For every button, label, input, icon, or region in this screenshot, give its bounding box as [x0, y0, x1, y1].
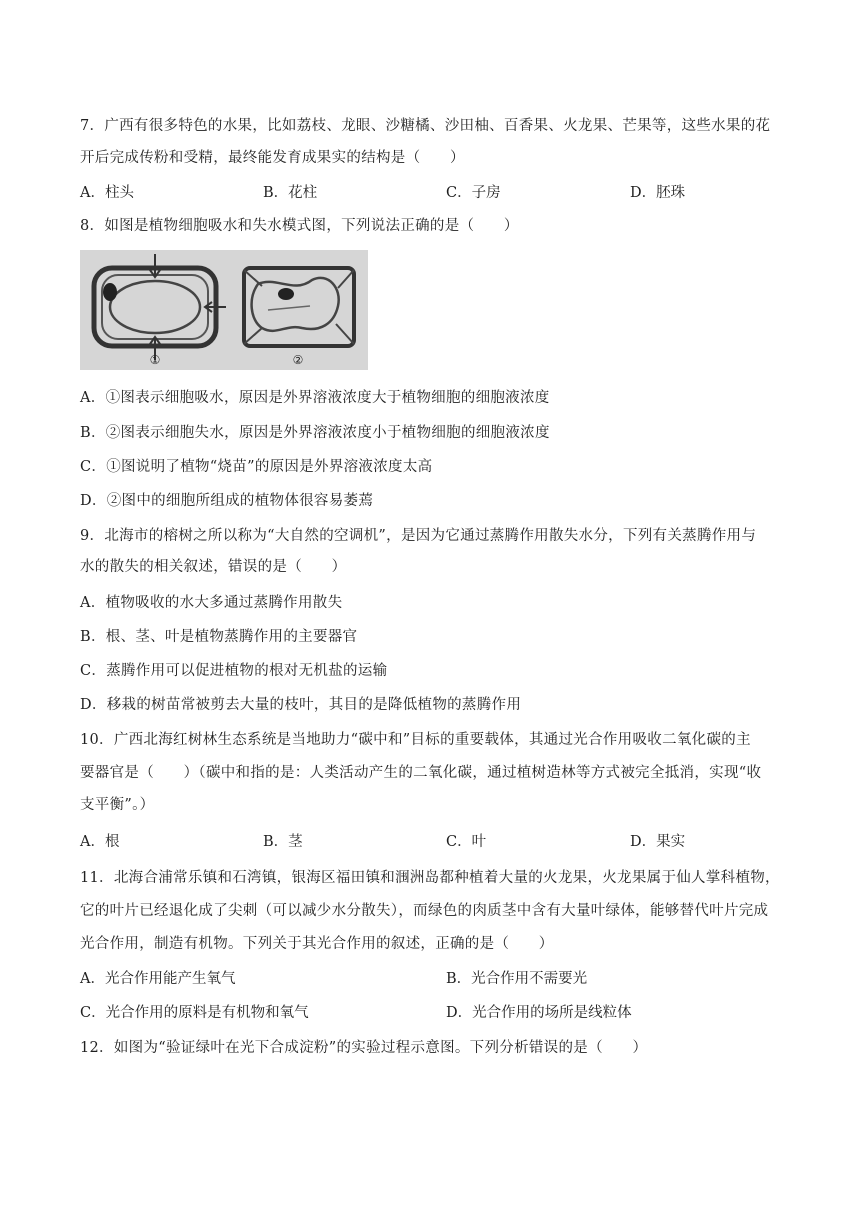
q7-stem-line2: 开后完成传粉和受精，最终能发育成果实的结构是（ ） [80, 150, 465, 166]
q7-option-c[interactable]: C．子房 [446, 185, 501, 201]
q10-option-b[interactable]: B．茎 [263, 834, 303, 850]
q11-stem-line3: 光合作用，制造有机物。下列关于其光合作用的叙述，正确的是（ ） [80, 936, 554, 952]
q11-option-d[interactable]: D．光合作用的场所是线粒体 [446, 1005, 632, 1021]
q8-stem: 8．如图是植物细胞吸水和失水模式图，下列说法正确的是（ ） [80, 218, 519, 234]
q11-stem-line2: 它的叶片已经退化成了尖刺（可以减少水分散失），而绿色的肉质茎中含有大量叶绿体，能够替代叶片完成 [80, 903, 769, 919]
q8-option-b[interactable]: B．②图表示细胞失水，原因是外界溶液浓度小于植物细胞的细胞液浓度 [80, 425, 550, 441]
q10-stem-line3: 支平衡”。） [80, 797, 155, 813]
q8-option-a[interactable]: A．①图表示细胞吸水，原因是外界溶液浓度大于植物细胞的细胞液浓度 [80, 390, 550, 406]
q7-option-d[interactable]: D．胚珠 [630, 185, 686, 201]
q11-option-c[interactable]: C．光合作用的原料是有机物和氧气 [80, 1005, 309, 1021]
q10-stem-line2: 要器官是（ ）（碳中和指的是：人类活动产生的二氧化碳，通过植树造林等方式被完全抵消，实现“收 [80, 765, 762, 781]
q9-option-d[interactable]: D．移栽的树苗常被剪去大量的枝叶，其目的是降低植物的蒸腾作用 [80, 697, 522, 713]
q10-option-c[interactable]: C．叶 [446, 834, 487, 850]
plant-cell-diagram [80, 250, 368, 370]
q9-stem-line1: 9．北海市的榕树之所以称为“大自然的空调机”，是因为它通过蒸腾作用散失水分，下列有关蒸腾作用与 [80, 528, 757, 544]
q7-option-a[interactable]: A．柱头 [80, 185, 134, 201]
q9-option-a[interactable]: A．植物吸收的水大多通过蒸腾作用散失 [80, 595, 343, 611]
q7-option-b[interactable]: B．花柱 [263, 185, 318, 201]
q8-option-c[interactable]: C．①图说明了植物“烧苗”的原因是外界溶液浓度太高 [80, 459, 433, 475]
q11-stem-line1: 11．北海合浦常乐镇和石湾镇，银海区福田镇和涠洲岛都种植着大量的火龙果，火龙果属于仙人掌科植物， [80, 870, 780, 886]
q9-option-b[interactable]: B．根、茎、叶是植物蒸腾作用的主要器官 [80, 629, 358, 645]
figure-label-1: ① [149, 353, 161, 367]
q9-option-c[interactable]: C．蒸腾作用可以促进植物的根对无机盐的运输 [80, 663, 388, 679]
plant-cell-water-figure [80, 250, 368, 370]
q8-option-d[interactable]: D．②图中的细胞所组成的植物体很容易萎蔫 [80, 493, 374, 509]
q10-stem-line1: 10．广西北海红树林生态系统是当地助力“碳中和”目标的重要载体，其通过光合作用吸收二氧化碳的主 [80, 732, 751, 748]
cell-2-plasmolyzed [244, 268, 354, 346]
q11-option-a[interactable]: A．光合作用能产生氧气 [80, 971, 236, 987]
q10-option-d[interactable]: D．果实 [630, 834, 686, 850]
cell-1-turgid [94, 254, 226, 360]
q11-option-b[interactable]: B．光合作用不需要光 [446, 971, 588, 987]
figure-label-2: ② [292, 353, 304, 367]
q10-option-a[interactable]: A．根 [80, 834, 120, 850]
q7-stem-line1: 7．广西有很多特色的水果，比如荔枝、龙眼、沙糖橘、沙田柚、百香果、火龙果、芒果等，这些水果的花 [80, 118, 771, 134]
q9-stem-line2: 水的散失的相关叙述，错误的是（ ） [80, 559, 347, 575]
q12-stem: 12．如图为“验证绿叶在光下合成淀粉”的实验过程示意图。下列分析错误的是（ ） [80, 1040, 648, 1056]
